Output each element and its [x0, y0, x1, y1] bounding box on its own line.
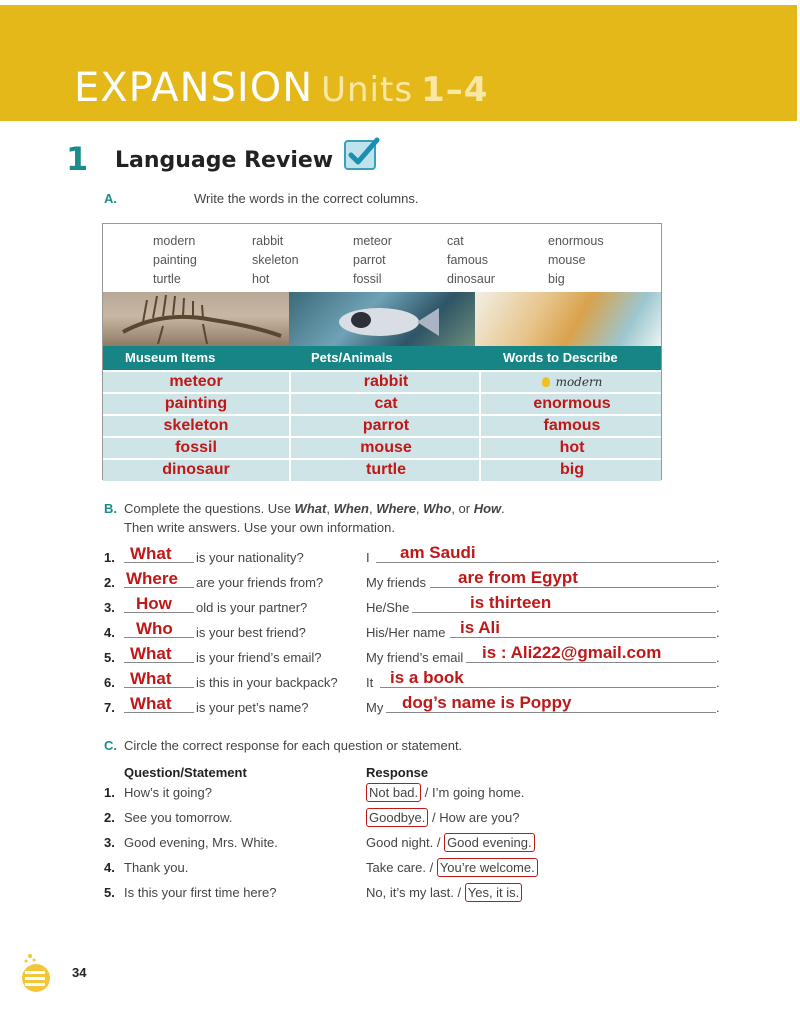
response-option-circled[interactable]: Goodbye.: [366, 808, 428, 827]
column-header-question: Question/Statement: [124, 765, 247, 780]
response-answer: is a book: [390, 668, 464, 687]
column-header-pets-animals: Pets/Animals: [311, 350, 393, 365]
period: .: [716, 700, 720, 715]
response-prefix: My: [366, 700, 384, 715]
table-cell-example: [479, 372, 663, 393]
table-cell: mouse: [289, 438, 481, 459]
question-row: [104, 569, 724, 593]
question-text: old is your partner?: [196, 600, 308, 615]
question-text: is your pet’s name?: [196, 700, 309, 715]
dinosaur-skeleton-photo: [103, 292, 289, 346]
question-text: Good evening, Mrs. White.: [124, 835, 278, 850]
question-text: is your friend’s email?: [196, 650, 322, 665]
instruction-sep: ,: [326, 501, 334, 516]
word-bank-item: famous: [447, 253, 488, 267]
period: .: [716, 625, 720, 640]
response-option-circled[interactable]: Yes, it is.: [465, 883, 523, 902]
part-b-instruction-2: Then write answers. Use your own information.: [124, 520, 395, 535]
item-number: 1.: [104, 785, 115, 800]
option-separator: /: [421, 785, 432, 800]
item-number: 2.: [104, 575, 115, 590]
column-header-response: Response: [366, 765, 429, 780]
option-separator: /: [453, 885, 465, 900]
table-cell: dinosaur: [162, 461, 230, 478]
parrot-fish-photo: [289, 292, 475, 346]
section-number: 1: [66, 140, 89, 178]
page-number: 34: [72, 965, 87, 980]
table-row: [103, 414, 661, 437]
response-option[interactable]: No, it’s my last.: [366, 885, 454, 900]
column-header-words-to-describe: Words to Describe: [503, 350, 618, 365]
word-bank-item: enormous: [548, 234, 604, 248]
column-header-museum-items: Museum Items: [125, 350, 216, 365]
response-prefix: I: [366, 550, 370, 565]
response-options: [366, 860, 538, 875]
period: .: [716, 550, 720, 565]
banner-expansion: EXPANSION: [74, 65, 314, 111]
checkmark-icon: [343, 137, 381, 171]
question-row: [104, 594, 724, 618]
table-cell: painting: [164, 395, 228, 412]
instruction-sep: , or: [451, 501, 474, 516]
question-text: See you tomorrow.: [124, 810, 233, 825]
table-cell: turtle: [289, 460, 481, 481]
table-cell: rabbit: [289, 372, 481, 393]
response-options: [366, 785, 525, 800]
question-row: [104, 619, 724, 643]
table-cell: fossil: [175, 439, 217, 456]
response-options: [366, 810, 519, 825]
response-options: [366, 885, 522, 900]
response-row: [104, 807, 724, 829]
word-bank-item: cat: [447, 234, 464, 248]
banner-units: Units: [321, 70, 414, 110]
banner-range: 1–4: [421, 70, 489, 110]
table-cell: famous: [479, 416, 663, 437]
question-word-answer: What: [130, 544, 172, 563]
word-bank-item: dinosaur: [447, 272, 495, 286]
item-number: 1.: [104, 550, 115, 565]
item-number: 2.: [104, 810, 115, 825]
response-prefix: My friend’s email: [366, 650, 464, 665]
word-bank-item: fossil: [353, 272, 382, 286]
table-row: [103, 392, 661, 415]
instruction-sep: ,: [415, 501, 424, 516]
word-bank-item: painting: [153, 253, 197, 267]
question-row: [104, 694, 724, 718]
response-prefix: His/Her name: [366, 625, 446, 640]
response-prefix: He/She: [366, 600, 410, 615]
word-bank-item: big: [548, 272, 565, 286]
word-bank-item: skeleton: [252, 253, 299, 267]
question-word-answer: Where: [126, 569, 178, 588]
question-word-answer: What: [130, 694, 172, 713]
item-number: 3.: [104, 835, 115, 850]
response-prefix: My friends: [366, 575, 426, 590]
part-c-label: C.: [104, 738, 117, 753]
question-text: Thank you.: [124, 860, 189, 875]
word-bank-item: rabbit: [252, 234, 284, 248]
question-text: is your nationality?: [196, 550, 304, 565]
response-row: [104, 882, 724, 904]
response-option-circled[interactable]: Good evening.: [444, 833, 535, 852]
table-cell: big: [479, 460, 663, 481]
publisher-logo-icon: [16, 948, 52, 994]
item-number: 5.: [104, 885, 115, 900]
period: .: [716, 675, 720, 690]
response-row: [104, 832, 724, 854]
fish-illustration: [289, 292, 475, 346]
keyword-where: Where: [376, 501, 416, 516]
response-answer: am Saudi: [400, 543, 476, 562]
response-answer: is thirteen: [470, 593, 552, 612]
instruction-text: Complete the questions. Use: [124, 501, 295, 516]
keyword-what: What: [294, 501, 327, 516]
response-options: [366, 835, 535, 850]
table-row: [103, 436, 661, 459]
item-number: 4.: [104, 625, 115, 640]
part-a-label: A.: [104, 191, 117, 206]
part-b-label: B.: [104, 501, 117, 516]
word-bank-item: mouse: [548, 253, 586, 267]
table-cell: meteor: [169, 373, 223, 390]
example-word: modern: [555, 375, 603, 389]
skeleton-illustration: [103, 292, 289, 346]
response-option[interactable]: How are you?: [439, 810, 520, 825]
word-bank: [103, 224, 661, 292]
table-cell: skeleton: [163, 417, 229, 434]
keyword-when: When: [333, 501, 369, 516]
instruction-sep: ,: [368, 501, 377, 516]
word-bank-item: hot: [252, 272, 270, 286]
lightbulb-icon: [542, 377, 550, 387]
question-row: [104, 669, 724, 693]
item-number: 4.: [104, 860, 115, 875]
option-separator: /: [425, 860, 437, 875]
response-answer: dog’s name is Poppy: [402, 693, 572, 712]
abstract-art-photo: [475, 292, 661, 346]
item-number: 6.: [104, 675, 115, 690]
word-bank-item: meteor: [353, 234, 392, 248]
word-bank-item: parrot: [353, 253, 386, 267]
question-text: How’s it going?: [124, 785, 212, 800]
question-word-answer: Who: [136, 619, 173, 638]
table-header: [103, 346, 661, 370]
table-cell: cat: [289, 394, 481, 415]
instruction-sep: .: [501, 501, 505, 516]
table-row: [103, 370, 661, 393]
question-word-answer: What: [130, 669, 172, 688]
item-number: 7.: [104, 700, 115, 715]
word-sort-box: [102, 223, 662, 480]
question-word-answer: How: [136, 594, 172, 613]
response-row: [104, 857, 724, 879]
banner-title: [74, 63, 488, 115]
response-prefix: It: [366, 675, 374, 690]
word-bank-item: turtle: [153, 272, 181, 286]
table-cell: hot: [479, 438, 663, 459]
keyword-who: Who: [423, 501, 452, 516]
keyword-how: How: [473, 501, 502, 516]
section-title: Language Review: [115, 148, 334, 173]
photo-strip: [103, 292, 661, 346]
response-option-circled[interactable]: Not bad.: [366, 783, 421, 802]
item-number: 5.: [104, 650, 115, 665]
option-separator: /: [433, 835, 445, 850]
question-text: are your friends from?: [196, 575, 324, 590]
response-option[interactable]: Take care.: [366, 860, 426, 875]
part-a-instruction: Write the words in the correct columns.: [194, 191, 419, 206]
word-bank-item: modern: [153, 234, 196, 248]
header-banner: [0, 5, 797, 121]
question-row: [104, 544, 724, 568]
period: .: [716, 650, 720, 665]
table-row: [103, 458, 661, 481]
response-option-circled[interactable]: You’re welcome.: [437, 858, 538, 877]
question-text: is this in your backpack?: [196, 675, 338, 690]
response-row: [104, 782, 724, 804]
response-answer: are from Egypt: [458, 568, 578, 587]
table-cell: parrot: [289, 416, 481, 437]
question-row: [104, 644, 724, 668]
part-b-instruction: [124, 501, 505, 516]
response-option[interactable]: I’m going home.: [432, 785, 525, 800]
response-answer: is : Ali222@gmail.com: [482, 643, 662, 662]
period: .: [716, 600, 720, 615]
question-word-answer: What: [130, 644, 172, 663]
period: .: [716, 575, 720, 590]
item-number: 3.: [104, 600, 115, 615]
response-line[interactable]: [412, 612, 716, 613]
option-separator: /: [428, 810, 440, 825]
question-text: Is this your first time here?: [124, 885, 277, 900]
response-answer: is Ali: [460, 618, 500, 637]
question-text: is your best friend?: [196, 625, 306, 640]
part-c-instruction: Circle the correct response for each question or statement.: [124, 738, 463, 753]
response-option[interactable]: Good night.: [366, 835, 434, 850]
table-cell: enormous: [479, 394, 663, 415]
